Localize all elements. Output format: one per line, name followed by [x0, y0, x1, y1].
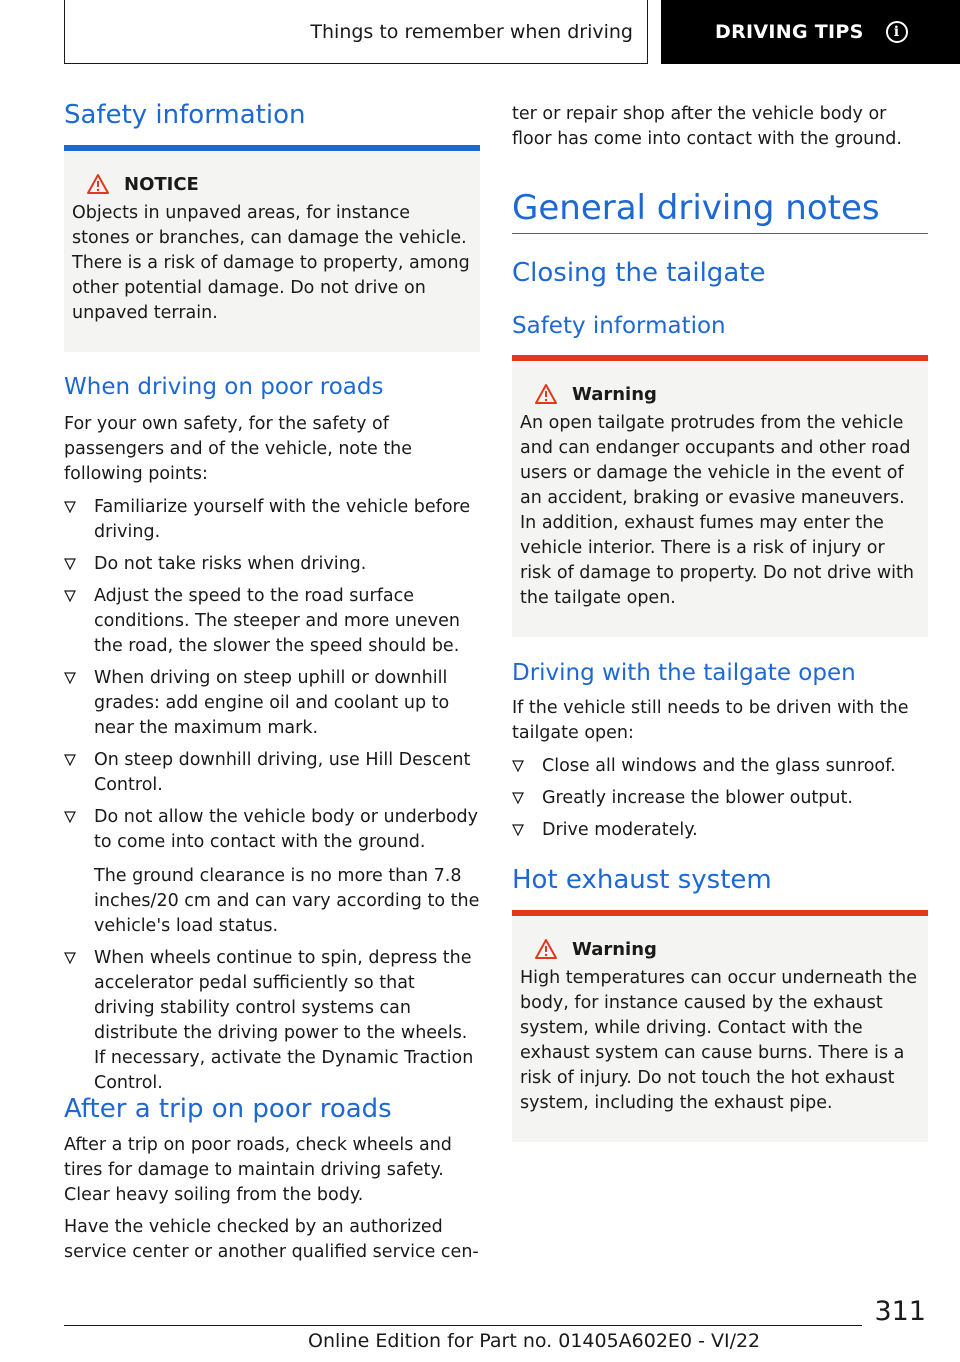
triangle-bullet-icon — [512, 824, 524, 836]
list-item: Do not take risks when driving. — [64, 552, 480, 577]
warning-triangle-icon — [86, 173, 110, 195]
poor-roads-heading: When driving on poor roads — [64, 374, 384, 400]
triangle-bullet-icon — [64, 501, 76, 513]
edition-footer: Online Edition for Part no. 01405A602E0 - VI/22 — [308, 1330, 761, 1352]
triangle-bullet-icon — [64, 558, 76, 570]
notice-header — [72, 173, 470, 195]
tailgate-open-list — [512, 754, 928, 850]
warning-text: An open tailgate protrudes from the vehicle and can endanger occupants and other road users or damage the vehicle in the event of an accident, braking or evasive maneuvers. In addition, exhaust fumes may enter the vehicle interior. There is a risk of injury or risk of damage to property. Do not drive with the tailgate open. — [520, 413, 914, 608]
triangle-bullet-icon — [512, 760, 524, 772]
warning-triangle-icon — [534, 938, 558, 960]
running-header — [64, 0, 648, 64]
poor-roads-intro: For your own safety, for the safety of passengers and of the vehicle, note the following points: — [64, 414, 413, 484]
tailgate-open-intro: If the vehicle still needs to be driven with the tailgate open: — [512, 698, 909, 743]
list-item: Do not allow the vehicle body or underbody to come into contact with the ground. The ground clearance is no more than 7.8 inches/20 cm and can vary according to the vehicle's load status. — [64, 805, 480, 939]
triangle-bullet-icon — [64, 811, 76, 823]
warning-label: Warning — [572, 383, 657, 405]
page-number: 311 — [874, 1296, 926, 1327]
list-item: Familiarize yourself with the vehicle before driving. — [64, 495, 480, 545]
info-icon: i — [886, 21, 908, 43]
list-item: When wheels continue to spin, depress the accelerator pedal sufficiently so that driving stability control systems can distribute the driving power to the wheels. If necessary, activate the Dynamic Traction Control. — [64, 946, 480, 1096]
warning-triangle-icon — [534, 383, 558, 405]
safety-info-heading: Safety information — [64, 100, 306, 130]
tailgate-open-heading: Driving with the tailgate open — [512, 660, 856, 686]
closing-tailgate-heading: Closing the tailgate — [512, 258, 766, 288]
list-item: On steep downhill driving, use Hill Descent Control. — [64, 748, 480, 798]
list-item: Adjust the speed to the road surface conditions. The steeper and more uneven the road, the slower the speed should be. — [64, 584, 480, 659]
notice-label: NOTICE — [124, 173, 199, 195]
hot-exhaust-heading: Hot exhaust system — [512, 865, 772, 895]
triangle-bullet-icon — [64, 952, 76, 964]
warning-box-tailgate — [512, 355, 928, 637]
warning-header — [520, 383, 918, 405]
warning-text: High temperatures can occur underneath the body, for instance caused by the exhaust system, while driving. Contact with the exhaust system can cause burns. There is a risk of injury. Do not touch the hot exhaust system, including the exhaust pipe. — [520, 968, 918, 1113]
chapter-title: DRIVING TIPS — [715, 21, 864, 43]
triangle-bullet-icon — [512, 792, 524, 804]
footer-rule — [64, 1325, 862, 1326]
list-item: Greatly increase the blower output. — [512, 786, 928, 811]
heading-rule — [512, 233, 928, 234]
after-trip-paragraph-2: Have the vehicle checked by an authorized service center or another qualified service cen- — [64, 1217, 479, 1262]
list-item: Close all windows and the glass sunroof. — [512, 754, 928, 779]
warning-label: Warning — [572, 938, 657, 960]
clearance-note: The ground clearance is no more than 7.8 inches/20 cm and can vary according to the vehicle's load status. — [94, 866, 480, 936]
triangle-bullet-icon — [64, 590, 76, 602]
section-title: Things to remember when driving — [310, 20, 633, 43]
after-trip-paragraph-1: After a trip on poor roads, check wheels and tires for damage to maintain driving safety. Clear heavy soiling from the body. — [64, 1135, 452, 1205]
continued-paragraph: ter or repair shop after the vehicle body or floor has come into contact with the ground. — [512, 104, 902, 149]
warning-box-exhaust — [512, 910, 928, 1142]
warning-header — [520, 938, 918, 960]
notice-text: Objects in unpaved areas, for instance stones or branches, can damage the vehicle. There is a risk of damage to property, among other potential damage. Do not drive on unpaved terrain. — [72, 203, 470, 323]
triangle-bullet-icon — [64, 754, 76, 766]
after-trip-heading: After a trip on poor roads — [64, 1094, 392, 1124]
general-driving-heading: General driving notes — [512, 188, 880, 228]
chapter-tab[interactable] — [661, 0, 960, 64]
tailgate-safety-heading: Safety information — [512, 313, 726, 339]
notice-box — [64, 145, 480, 352]
triangle-bullet-icon — [64, 672, 76, 684]
poor-roads-list — [64, 495, 480, 1103]
list-item: Drive moderately. — [512, 818, 928, 843]
list-item: When driving on steep uphill or downhill grades: add engine oil and coolant up to near the maximum mark. — [64, 666, 480, 741]
